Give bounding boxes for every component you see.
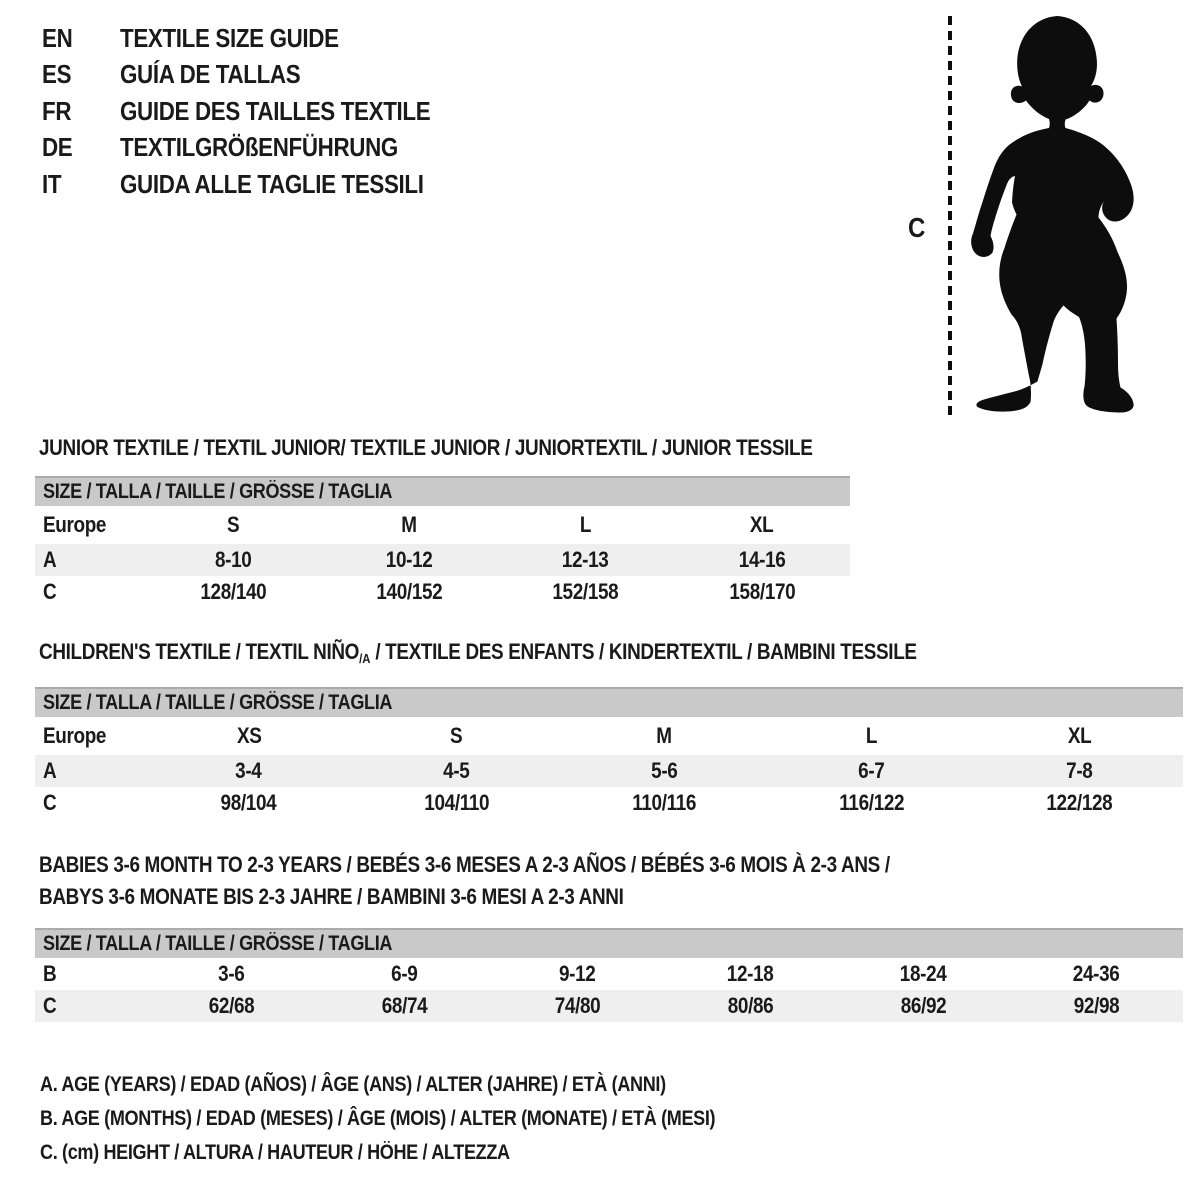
table-row xyxy=(35,990,1183,1022)
value-cell xyxy=(837,993,1010,1019)
value-cell xyxy=(560,790,768,816)
region-label-cell xyxy=(35,723,145,749)
row-label-cell xyxy=(35,758,145,784)
section-title-text xyxy=(39,434,813,461)
size-column-header-cell xyxy=(145,723,353,749)
row-label-text: C xyxy=(43,993,57,1018)
legend-line-text: C. (cm) HEIGHT / ALTURA / HAUTEUR / HÖHE / ALTEZZA xyxy=(40,1141,510,1164)
language-code: IT xyxy=(42,168,62,199)
size-column-header-text: S xyxy=(450,722,463,748)
value-cell xyxy=(145,961,318,987)
size-column-header-cell xyxy=(975,723,1183,749)
size-table-children xyxy=(35,687,1183,819)
row-label-cell xyxy=(35,547,145,573)
value-cell xyxy=(353,758,561,784)
section-title-part: BABYS 3-6 MONATE BIS 2-3 JAHRE / BAMBINI 3-6 MESI A 2-3 ANNI xyxy=(39,884,624,909)
size-header-text: SIZE / TALLA / TAILLE / GRÖSSE / TAGLIA xyxy=(43,480,393,503)
size-column-header-cell xyxy=(674,512,850,538)
size-column-header-text: L xyxy=(865,722,878,748)
value-cell xyxy=(318,993,491,1019)
value-text: 158/170 xyxy=(728,579,795,604)
language-code: FR xyxy=(42,95,72,126)
value-cell xyxy=(1010,993,1183,1019)
value-cell xyxy=(664,961,837,987)
value-text: 18-24 xyxy=(900,961,947,986)
value-text: 80/86 xyxy=(727,993,774,1018)
section-title-part: / TEXTILE DES ENFANTS / KINDERTEXTIL / BAMBINI TESSILE xyxy=(370,639,917,664)
table-row xyxy=(35,787,1183,819)
language-title: GUIDA ALLE TAGLIE TESSILI xyxy=(120,168,424,199)
value-text: 116/122 xyxy=(839,789,905,815)
size-column-header-cell xyxy=(768,723,976,749)
value-text: 9-12 xyxy=(559,961,596,986)
value-text: 74/80 xyxy=(554,993,601,1018)
size-section-junior xyxy=(35,434,850,608)
value-cell xyxy=(664,993,837,1019)
size-section-babies xyxy=(35,849,1183,1022)
value-text: 140/152 xyxy=(376,579,443,604)
language-row xyxy=(42,130,481,167)
language-row xyxy=(42,57,481,94)
value-text: 24-36 xyxy=(1073,961,1120,986)
size-column-header-text: M xyxy=(656,722,672,748)
value-text: 110/116 xyxy=(632,789,696,815)
row-label-text: B xyxy=(43,961,57,986)
value-cell xyxy=(1010,961,1183,987)
legend-line-text: B. AGE (MONTHS) / EDAD (MESES) / ÂGE (MOIS) / ALTER (MONATE) / ETÀ (MESI) xyxy=(40,1107,716,1130)
value-text: 3-4 xyxy=(235,757,262,783)
language-row xyxy=(42,93,481,130)
section-title-part: /A xyxy=(359,650,371,666)
row-label-cell xyxy=(35,579,145,605)
size-header-text: SIZE / TALLA / TAILLE / GRÖSSE / TAGLIA xyxy=(43,932,393,955)
legend-line-text: A. AGE (YEARS) / EDAD (AÑOS) / ÂGE (ANS) / ALTER (JAHRE) / ETÀ (ANNI) xyxy=(40,1073,666,1096)
column-header-row xyxy=(35,717,1183,755)
value-text: 122/128 xyxy=(1046,789,1113,815)
value-text: 14-16 xyxy=(738,547,786,572)
language-row xyxy=(42,20,481,57)
region-label-text: Europe xyxy=(43,512,107,537)
section-title xyxy=(39,881,1183,913)
toddler-silhouette-icon xyxy=(965,14,1137,416)
language-title-list xyxy=(42,20,481,203)
height-dashed-line-icon xyxy=(948,16,952,417)
value-cell xyxy=(498,579,674,605)
size-header-bar xyxy=(35,476,850,506)
value-text: 92/98 xyxy=(1073,993,1120,1018)
row-label-cell xyxy=(35,961,145,987)
section-title xyxy=(39,434,850,461)
size-table-junior xyxy=(35,476,850,608)
size-column-header-cell xyxy=(353,723,561,749)
table-row xyxy=(35,958,1183,990)
value-cell xyxy=(145,790,353,816)
region-label-text: Europe xyxy=(43,722,107,748)
section-title-part: BABIES 3-6 MONTH TO 2-3 YEARS / BEBÉS 3-6 MESES A 2-3 AÑOS / BÉBÉS 3-6 MOIS À 2-3 ANS / xyxy=(39,852,890,877)
size-header-text: SIZE / TALLA / TAILLE / GRÖSSE / TAGLIA xyxy=(43,690,393,714)
size-column-header-text: XL xyxy=(1067,722,1091,748)
value-text: 12-18 xyxy=(727,961,774,986)
legend-line xyxy=(40,1102,825,1136)
value-cell xyxy=(321,547,497,573)
value-cell xyxy=(837,961,1010,987)
value-cell xyxy=(498,547,674,573)
language-row xyxy=(42,166,481,203)
section-title xyxy=(39,638,1183,672)
value-cell xyxy=(321,579,497,605)
size-column-header-text: S xyxy=(226,512,240,537)
size-column-header-cell xyxy=(321,512,497,538)
row-label-cell xyxy=(35,993,145,1019)
value-text: 8-10 xyxy=(214,547,252,572)
value-cell xyxy=(674,579,850,605)
value-text: 62/68 xyxy=(208,993,255,1018)
table-row xyxy=(35,755,1183,787)
value-cell xyxy=(768,758,976,784)
size-column-header-text: L xyxy=(580,512,592,537)
value-text: 4-5 xyxy=(443,757,470,783)
row-label-cell xyxy=(35,790,145,816)
size-column-header-cell xyxy=(498,512,674,538)
language-title: GUÍA DE TALLAS xyxy=(120,59,301,90)
value-cell xyxy=(975,790,1183,816)
value-cell xyxy=(491,993,664,1019)
value-cell xyxy=(674,547,850,573)
value-text: 152/158 xyxy=(552,579,619,604)
measure-legend xyxy=(40,1068,825,1170)
value-cell xyxy=(318,961,491,987)
value-text: 104/110 xyxy=(423,789,489,815)
value-text: 128/140 xyxy=(200,579,267,604)
value-cell xyxy=(145,579,321,605)
row-label-text: A xyxy=(43,547,57,572)
section-title-text xyxy=(39,849,890,881)
size-section-children xyxy=(35,638,1183,819)
size-column-header-text: M xyxy=(401,512,418,537)
height-measure-label: C xyxy=(908,212,926,243)
value-cell xyxy=(768,790,976,816)
value-text: 12-13 xyxy=(562,547,609,572)
value-cell xyxy=(560,758,768,784)
row-label-text: A xyxy=(43,757,57,783)
section-title-part: JUNIOR TEXTILE / TEXTIL JUNIOR/ TEXTILE JUNIOR / JUNIORTEXTIL / JUNIOR TESSILE xyxy=(39,435,813,460)
value-text: 86/92 xyxy=(900,993,947,1018)
legend-line xyxy=(40,1068,825,1102)
table-row xyxy=(35,576,850,608)
language-code: DE xyxy=(42,132,73,163)
size-table-babies xyxy=(35,928,1183,1022)
row-label-text: C xyxy=(43,579,57,604)
value-text: 3-6 xyxy=(218,961,245,986)
section-title-text xyxy=(39,881,624,913)
language-code: ES xyxy=(42,59,72,90)
value-cell xyxy=(491,961,664,987)
size-header-bar xyxy=(35,928,1183,958)
size-column-header-text: XS xyxy=(236,722,262,748)
size-header-bar xyxy=(35,687,1183,717)
table-row xyxy=(35,544,850,576)
value-text: 5-6 xyxy=(650,757,678,783)
value-text: 6-7 xyxy=(858,757,885,783)
value-cell xyxy=(975,758,1183,784)
value-cell xyxy=(145,547,321,573)
section-title xyxy=(39,849,1183,881)
language-title: TEXTILGRÖßENFÜHRUNG xyxy=(120,132,398,163)
language-title: GUIDE DES TAILLES TEXTILE xyxy=(120,95,431,126)
value-text: 98/104 xyxy=(220,789,277,815)
section-title-text xyxy=(39,638,917,672)
row-label-text: C xyxy=(43,789,57,815)
value-text: 10-12 xyxy=(386,547,433,572)
size-column-header-cell xyxy=(560,723,768,749)
value-text: 7-8 xyxy=(1066,757,1093,783)
value-cell xyxy=(145,993,318,1019)
region-label-cell xyxy=(35,512,145,538)
value-text: 6-9 xyxy=(391,961,418,986)
column-header-row xyxy=(35,506,850,544)
size-column-header-text: XL xyxy=(750,512,774,537)
size-column-header-cell xyxy=(145,512,321,538)
value-cell xyxy=(353,790,561,816)
legend-line xyxy=(40,1136,825,1170)
language-title: TEXTILE SIZE GUIDE xyxy=(120,22,339,53)
value-text: 68/74 xyxy=(381,993,428,1018)
value-cell xyxy=(145,758,353,784)
section-title-part: CHILDREN'S TEXTILE / TEXTIL NIÑO xyxy=(39,639,360,664)
language-code: EN xyxy=(42,22,73,53)
